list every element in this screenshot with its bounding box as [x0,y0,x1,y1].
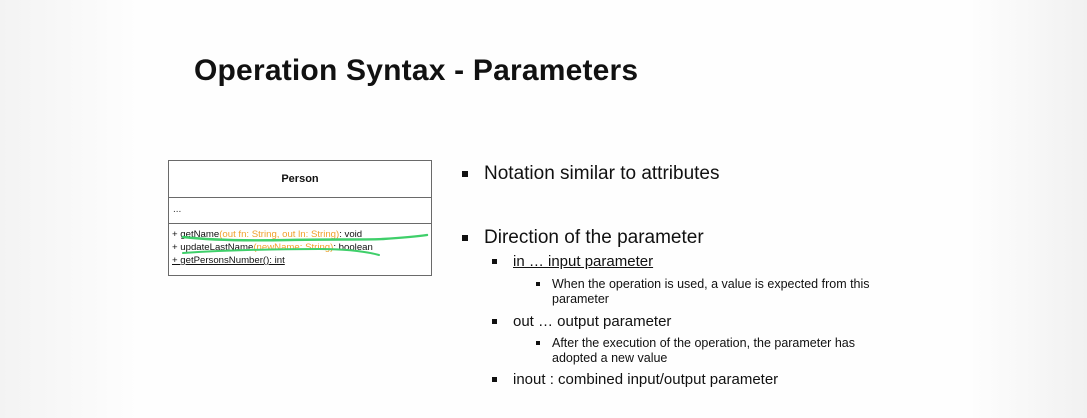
op-visibility: + [172,229,181,240]
bullet-text: out … output parameter [513,313,672,330]
bullet-text: inout : combined input/output parameter [513,371,779,388]
op-name: getName [180,229,220,240]
bullet-square-icon [536,282,540,286]
uml-class-name: Person [169,161,431,198]
bullet-square-icon [462,235,468,241]
green-annotation-stroke [169,161,433,277]
bullet-square-icon [492,319,497,324]
bullet-level1 [462,163,720,185]
uml-class-box [168,160,432,276]
op-return: : void [339,229,363,240]
op-params: (out fn: String, out ln: String) [219,229,340,240]
edge-shade [0,0,140,418]
bullet-level3 [536,336,896,366]
bullet-level2 [492,253,653,270]
op-name: updateLastName [180,242,254,253]
edge-shade [967,0,1087,418]
op-return: : boolean [333,242,373,253]
uml-attributes: ... [169,198,431,224]
op-params: (newName: String) [253,242,334,253]
bullet-square-icon [462,171,468,177]
bullet-level1 [462,227,704,249]
bullet-text: Notation similar to attributes [484,163,720,184]
bullet-text: in … input parameter [513,253,654,270]
bullet-level2 [492,371,778,388]
bullet-text: When the operation is used, a value is expected from this parameter [552,277,870,306]
bullet-level3 [536,277,896,307]
bullet-square-icon [492,259,497,264]
bullet-square-icon [492,377,497,382]
uml-operation-static: + getPersonsNumber(): int [172,255,285,266]
bullet-square-icon [536,341,540,345]
slide-title: Operation Syntax - Parameters [194,54,639,87]
op-visibility: + [172,242,181,253]
bullet-level2 [492,313,671,330]
bullet-text: After the execution of the operation, the parameter has adopted a new value [552,336,855,365]
bullet-text: Direction of the parameter [484,227,704,248]
